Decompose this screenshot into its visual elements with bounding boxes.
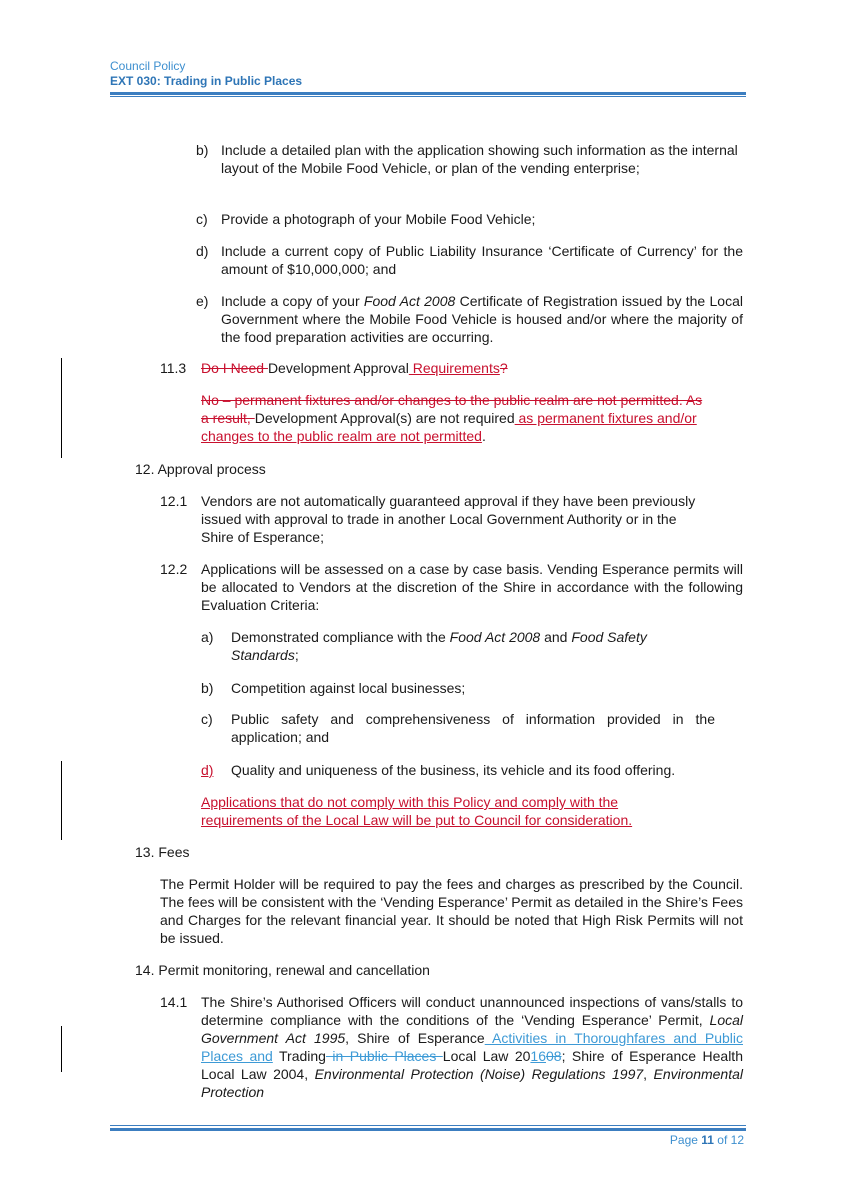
section-11-3-heading: Do I Need Development Approval Requirements? (201, 360, 508, 376)
section-12-1-text: Vendors are not automatically guaranteed approval if they have been previously issued with approval to trade in another Local Government Authority or in the Shire of Esperance; (201, 493, 696, 545)
item-c-label: c) (196, 211, 208, 227)
item-b-label: b) (196, 142, 209, 158)
section-14-heading: 14. Permit monitoring, renewal and cancellation (135, 962, 430, 978)
item-b-text: Include a detailed plan with the application showing such information as the internal layout of the Mobile Food Vehicle, or plan of the vending enterprise; (221, 142, 738, 176)
section-11-3-number: 11.3 (160, 360, 187, 376)
criteria-a-label: a) (201, 629, 214, 645)
section-12-heading: 12. Approval process (135, 461, 266, 477)
footer-rule-thin (110, 1125, 746, 1126)
page-number: Page 11 of 12 (669, 1133, 744, 1147)
section-14-1-number: 14.1 (160, 994, 188, 1010)
header-rule-thin (110, 96, 746, 97)
criteria-c-label: c) (201, 711, 213, 727)
section-11-3-paragraph: No – permanent fixtures and/or changes to the public realm are not permitted. As a result, Development Approval(s) are not required as permanent fixtures and/or changes to the public realm are not permitted. (201, 392, 703, 444)
section-13-text: The Permit Holder will be required to pay the fees and charges as prescribed by the Council. The fees will be consistent with the ‘Vending Esperance’ Permit as detailed in the Shire’s Fees and Charges for the relevant financial year. It should be noted that High Risk Permits will not be issued. (160, 876, 743, 946)
criteria-a-text: Demonstrated compliance with the Food Act 2008 and Food Safety Standards; (231, 629, 647, 663)
item-d-label: d) (196, 243, 209, 259)
section-12-1-number: 12.1 (160, 493, 188, 509)
change-bar-12-2 (61, 761, 62, 840)
section-12-2-text: Applications will be assessed on a case by case basis. Vending Esperance permits will be allocated to Vendors at the discretion of the Shire in accordance with the following Evaluation Criteria: (201, 561, 743, 613)
header-policy-title: EXT 030: Trading in Public Places (110, 74, 303, 88)
inserted-paragraph: Applications that do not comply with this Policy and comply with the requirements of the Local Law will be put to Council for consideration. (201, 794, 633, 828)
change-bar-14-1 (61, 1026, 62, 1072)
item-d-text: Include a current copy of Public Liability Insurance ‘Certificate of Currency’ for the amount of $10,000,000; and (221, 243, 743, 277)
criteria-d-label: d) (201, 762, 214, 778)
change-bar-11-3 (61, 358, 62, 458)
section-12-2-number: 12.2 (160, 561, 188, 577)
footer-rule (110, 1128, 746, 1131)
item-c-text: Provide a photograph of your Mobile Food Vehicle; (221, 211, 536, 227)
criteria-c-text: Public safety and comprehensiveness of information provided in the application; and (231, 711, 715, 745)
criteria-b-label: b) (201, 680, 214, 696)
criteria-b-text: Competition against local businesses; (231, 680, 466, 696)
section-14-1-text: The Shire’s Authorised Officers will conduct unannounced inspections of vans/stalls to determine compliance with the conditions of the ‘Vending Esperance’ Permit, Local Government Act 1995, Shire of Esperance Activities in Thoroughfares and Public Places and Trading in Public Places Local Law 201608; Shire of Esperance Health Local Law 2004, Environmental Protection (Noise) Regulations 1997, Environmental Protection (201, 994, 744, 1100)
item-e-label: e) (196, 293, 209, 309)
header-policy-type: Council Policy (110, 59, 186, 73)
section-13-heading: 13. Fees (135, 844, 190, 860)
item-e-text: Include a copy of your Food Act 2008 Certificate of Registration issued by the Local Government where the Mobile Food Vehicle is housed and/or where the majority of the food preparation activities are occurring. (221, 293, 743, 345)
header-rule (110, 92, 746, 95)
criteria-d-text: Quality and uniqueness of the business, its vehicle and its food offering. (231, 762, 676, 778)
